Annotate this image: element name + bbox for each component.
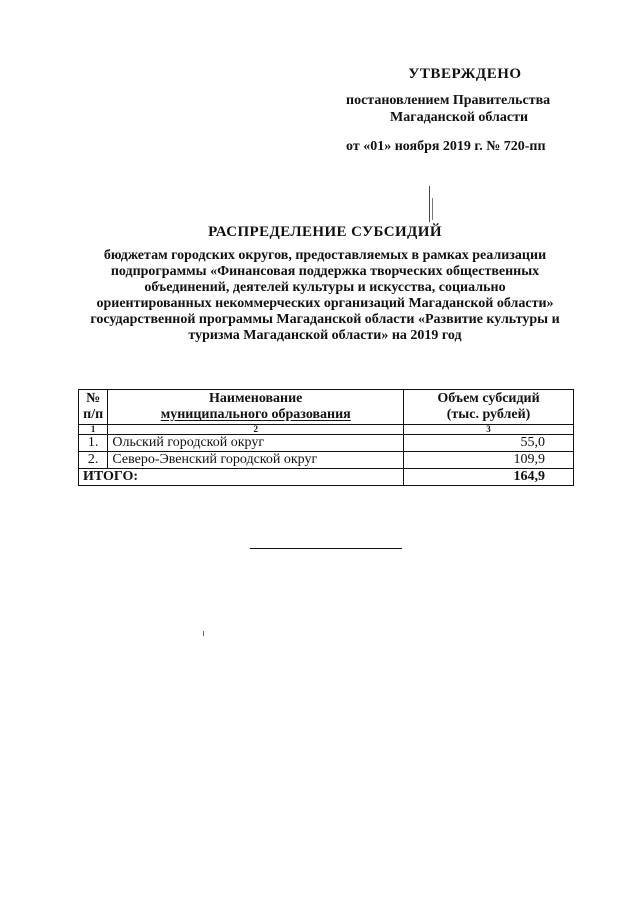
column-number: 1 bbox=[79, 425, 108, 435]
column-number: 3 bbox=[404, 425, 574, 435]
table-row bbox=[79, 435, 574, 452]
column-number-row bbox=[79, 425, 574, 435]
header-value-line-2: (тыс. рублей) bbox=[446, 407, 531, 422]
approval-stamp bbox=[340, 66, 580, 155]
scan-artifact-line bbox=[429, 186, 430, 222]
approval-line-2: Магаданской области bbox=[390, 110, 529, 125]
row-name: Ольский городской округ bbox=[108, 435, 404, 452]
header-num-line-2: п/п bbox=[83, 407, 104, 422]
column-number: 2 bbox=[108, 425, 404, 435]
approval-title: УТВЕРЖДЕНО bbox=[408, 66, 522, 82]
row-name: Северо-Эвенский городской округ bbox=[108, 452, 404, 469]
document-subtitle: бюджетам городских округов, предоставляемых в рамках реализации подпрограммы «Финансовая поддержка творческих общественных объединений, деятелей культуры и искусства, социально ориентированных некоммерческих организаций Магаданской области» государственной программы Магаданской области «Развитие культуры и туризма Магаданской области» на 2019 год bbox=[90, 248, 560, 343]
total-value: 164,9 bbox=[404, 469, 574, 486]
row-num: 2. bbox=[79, 452, 108, 469]
approval-line-3: от «01» ноября 2019 г. № 720-пп bbox=[346, 139, 546, 154]
header-name-line-1: Наименование bbox=[209, 391, 303, 406]
document-title: РАСПРЕДЕЛЕНИЕ СУБСИДИЙ bbox=[208, 224, 442, 240]
header-name-line-2: муниципального образования bbox=[160, 407, 351, 422]
table-row bbox=[79, 452, 574, 469]
total-label: ИТОГО: bbox=[79, 469, 404, 486]
total-row bbox=[79, 469, 574, 486]
row-num: 1. bbox=[79, 435, 108, 452]
header-num-line-1: № bbox=[86, 391, 101, 406]
header-value-line-1: Объем субсидий bbox=[437, 391, 540, 406]
header-num bbox=[79, 390, 108, 425]
subsidies-table bbox=[78, 389, 574, 486]
scan-artifact-dot bbox=[203, 631, 204, 636]
header-value bbox=[404, 390, 574, 425]
table-header-row bbox=[79, 390, 574, 425]
approval-line-1: постановлением Правительства bbox=[346, 93, 551, 108]
scan-artifact-line bbox=[432, 198, 433, 220]
header-name bbox=[108, 390, 404, 425]
row-value: 55,0 bbox=[404, 435, 574, 452]
row-value: 109,9 bbox=[404, 452, 574, 469]
closing-rule bbox=[250, 548, 402, 549]
